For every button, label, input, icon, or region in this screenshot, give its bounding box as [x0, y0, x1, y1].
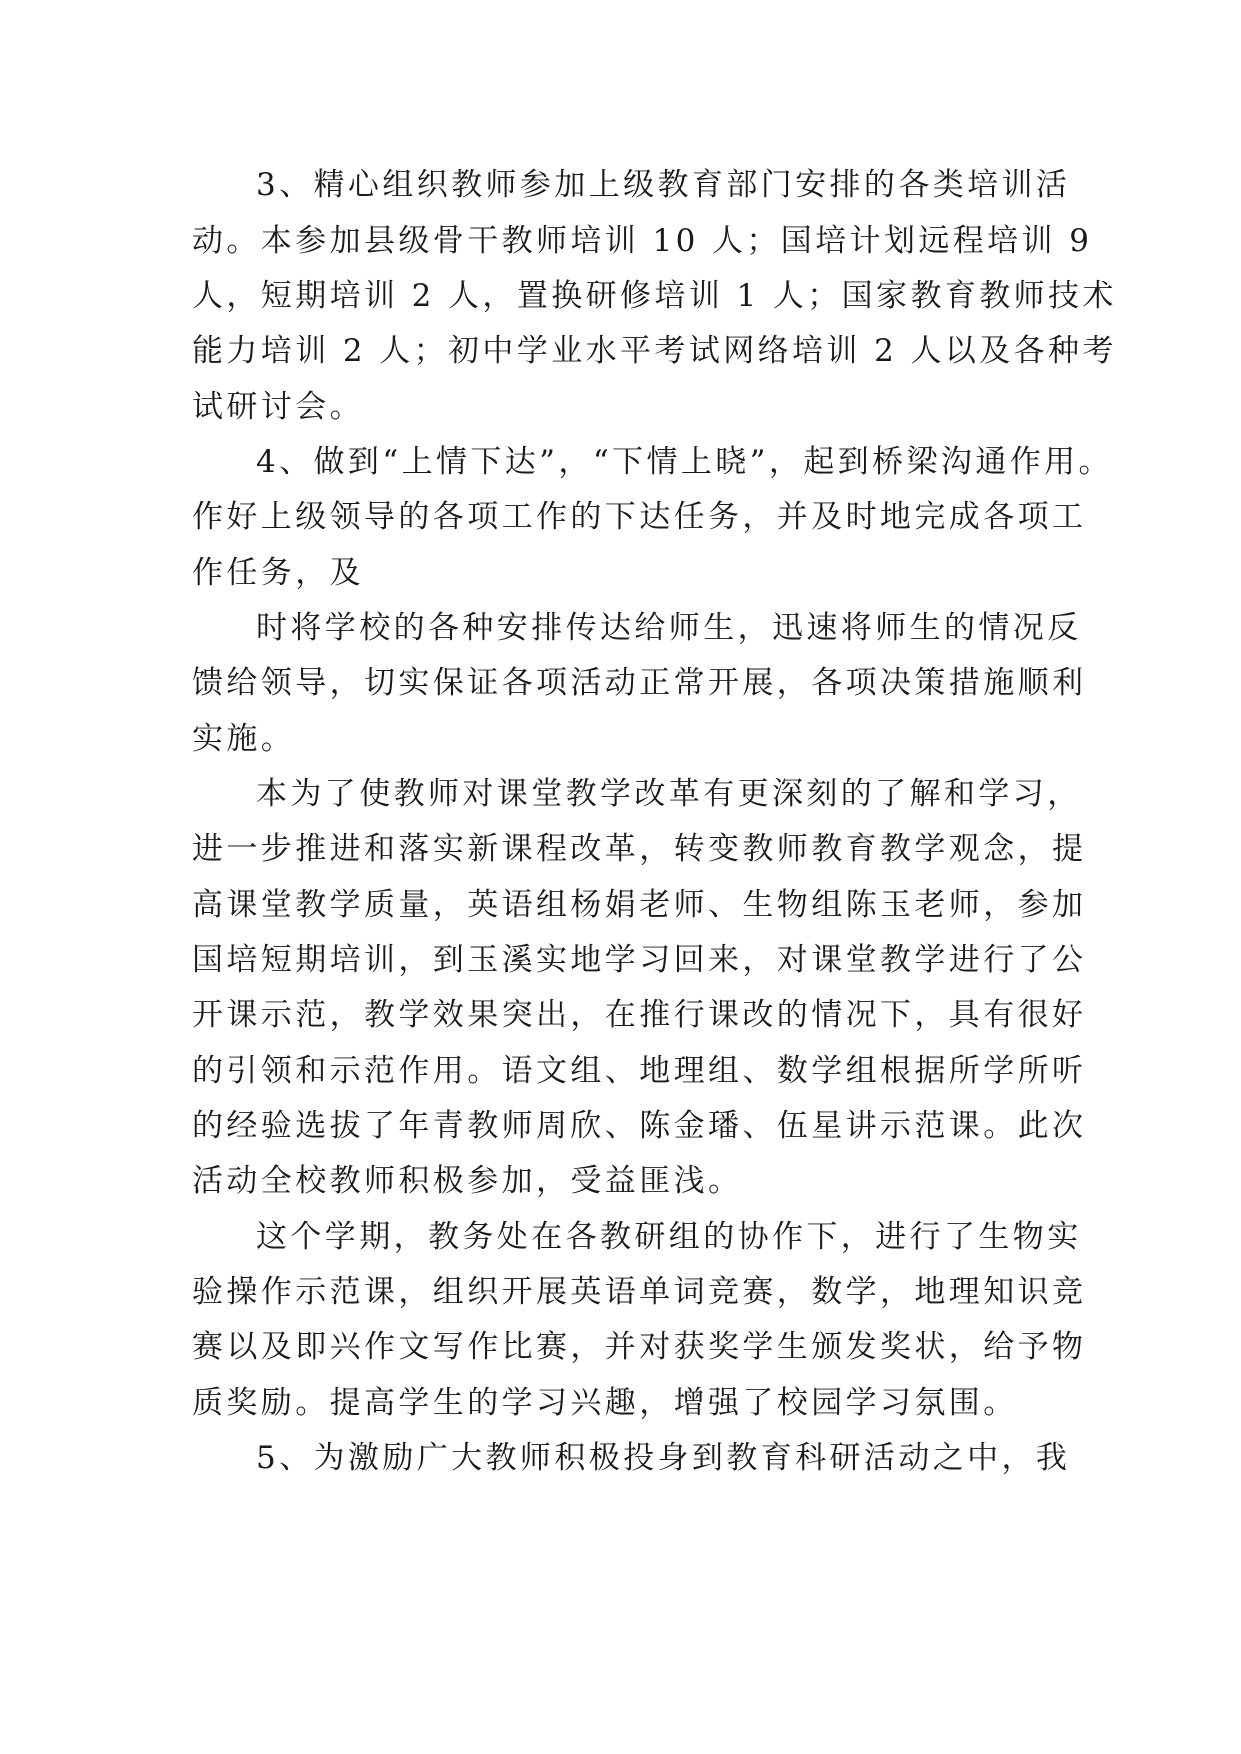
paragraph-semester-line-3: 赛以及即兴作文写作比赛，并对获奖学生颁发奖状，给予物 — [192, 1329, 1087, 1365]
paragraph-3-line-4: 能力培训 2 人；初中学业水平考试网络培训 2 人以及各种考 — [192, 333, 1117, 369]
paragraph-reform-line-4: 国培短期培训，到玉溪实地学习回来，对课堂教学进行了公 — [192, 942, 1087, 978]
paragraph-continuation-line-2: 馈给领导，切实保证各项活动正常开展，各项决策措施顺利 — [192, 665, 1087, 701]
paragraph-continuation-line-3: 实施。 — [192, 721, 296, 757]
paragraph-semester-line-4: 质奖励。提高学生的学习兴趣，增强了校园学习氛围。 — [192, 1385, 1018, 1421]
paragraph-5-line-1: 5、为激励广大教师积极投身到教育科研活动之中，我 — [256, 1440, 1071, 1476]
paragraph-4-line-2: 作好上级领导的各项工作的下达任务，并及时地完成各项工 — [192, 499, 1087, 535]
paragraph-3-line-1: 3、精心组织教师参加上级教育部门安排的各类培训活 — [256, 167, 1071, 203]
paragraph-semester-line-1: 这个学期，教务处在各教研组的协作下，进行了生物实 — [256, 1219, 1082, 1255]
paragraph-reform-line-1: 本为了使教师对课堂教学改革有更深刻的了解和学习， — [256, 776, 1082, 812]
paragraph-semester-line-2: 验操作示范课，组织开展英语单词竞赛，数学，地理知识竞 — [192, 1274, 1087, 1310]
paragraph-reform-line-6: 的引领和示范作用。语文组、地理组、数学组根据所学所听 — [192, 1053, 1087, 1089]
paragraph-continuation-line-1: 时将学校的各种安排传达给师生，迅速将师生的情况反 — [256, 610, 1082, 646]
paragraph-4-line-1: 4、做到“上情下达”，“下情上晓”，起到桥梁沟通作用。 — [256, 444, 1113, 480]
paragraph-reform-line-5: 开课示范，教学效果突出，在推行课改的情况下，具有很好 — [192, 997, 1087, 1033]
paragraph-reform-line-2: 进一步推进和落实新课程改革，转变教师教育教学观念，提 — [192, 831, 1087, 867]
paragraph-reform-line-3: 高课堂教学质量，英语组杨娟老师、生物组陈玉老师，参加 — [192, 887, 1087, 923]
paragraph-3-line-2: 动。本参加县级骨干教师培训 10 人；国培计划远程培训 9 — [192, 223, 1093, 259]
paragraph-reform-line-7: 的经验选拔了年青教师周欣、陈金璠、伍星讲示范课。此次 — [192, 1108, 1087, 1144]
paragraph-3-line-5: 试研讨会。 — [192, 389, 364, 425]
paragraph-4-line-3: 作任务，及 — [192, 555, 364, 591]
paragraph-3-line-3: 人，短期培训 2 人，置换研修培训 1 人；国家教育教师技术 — [192, 278, 1117, 314]
paragraph-reform-line-8: 活动全校教师积极参加，受益匪浅。 — [192, 1163, 743, 1199]
